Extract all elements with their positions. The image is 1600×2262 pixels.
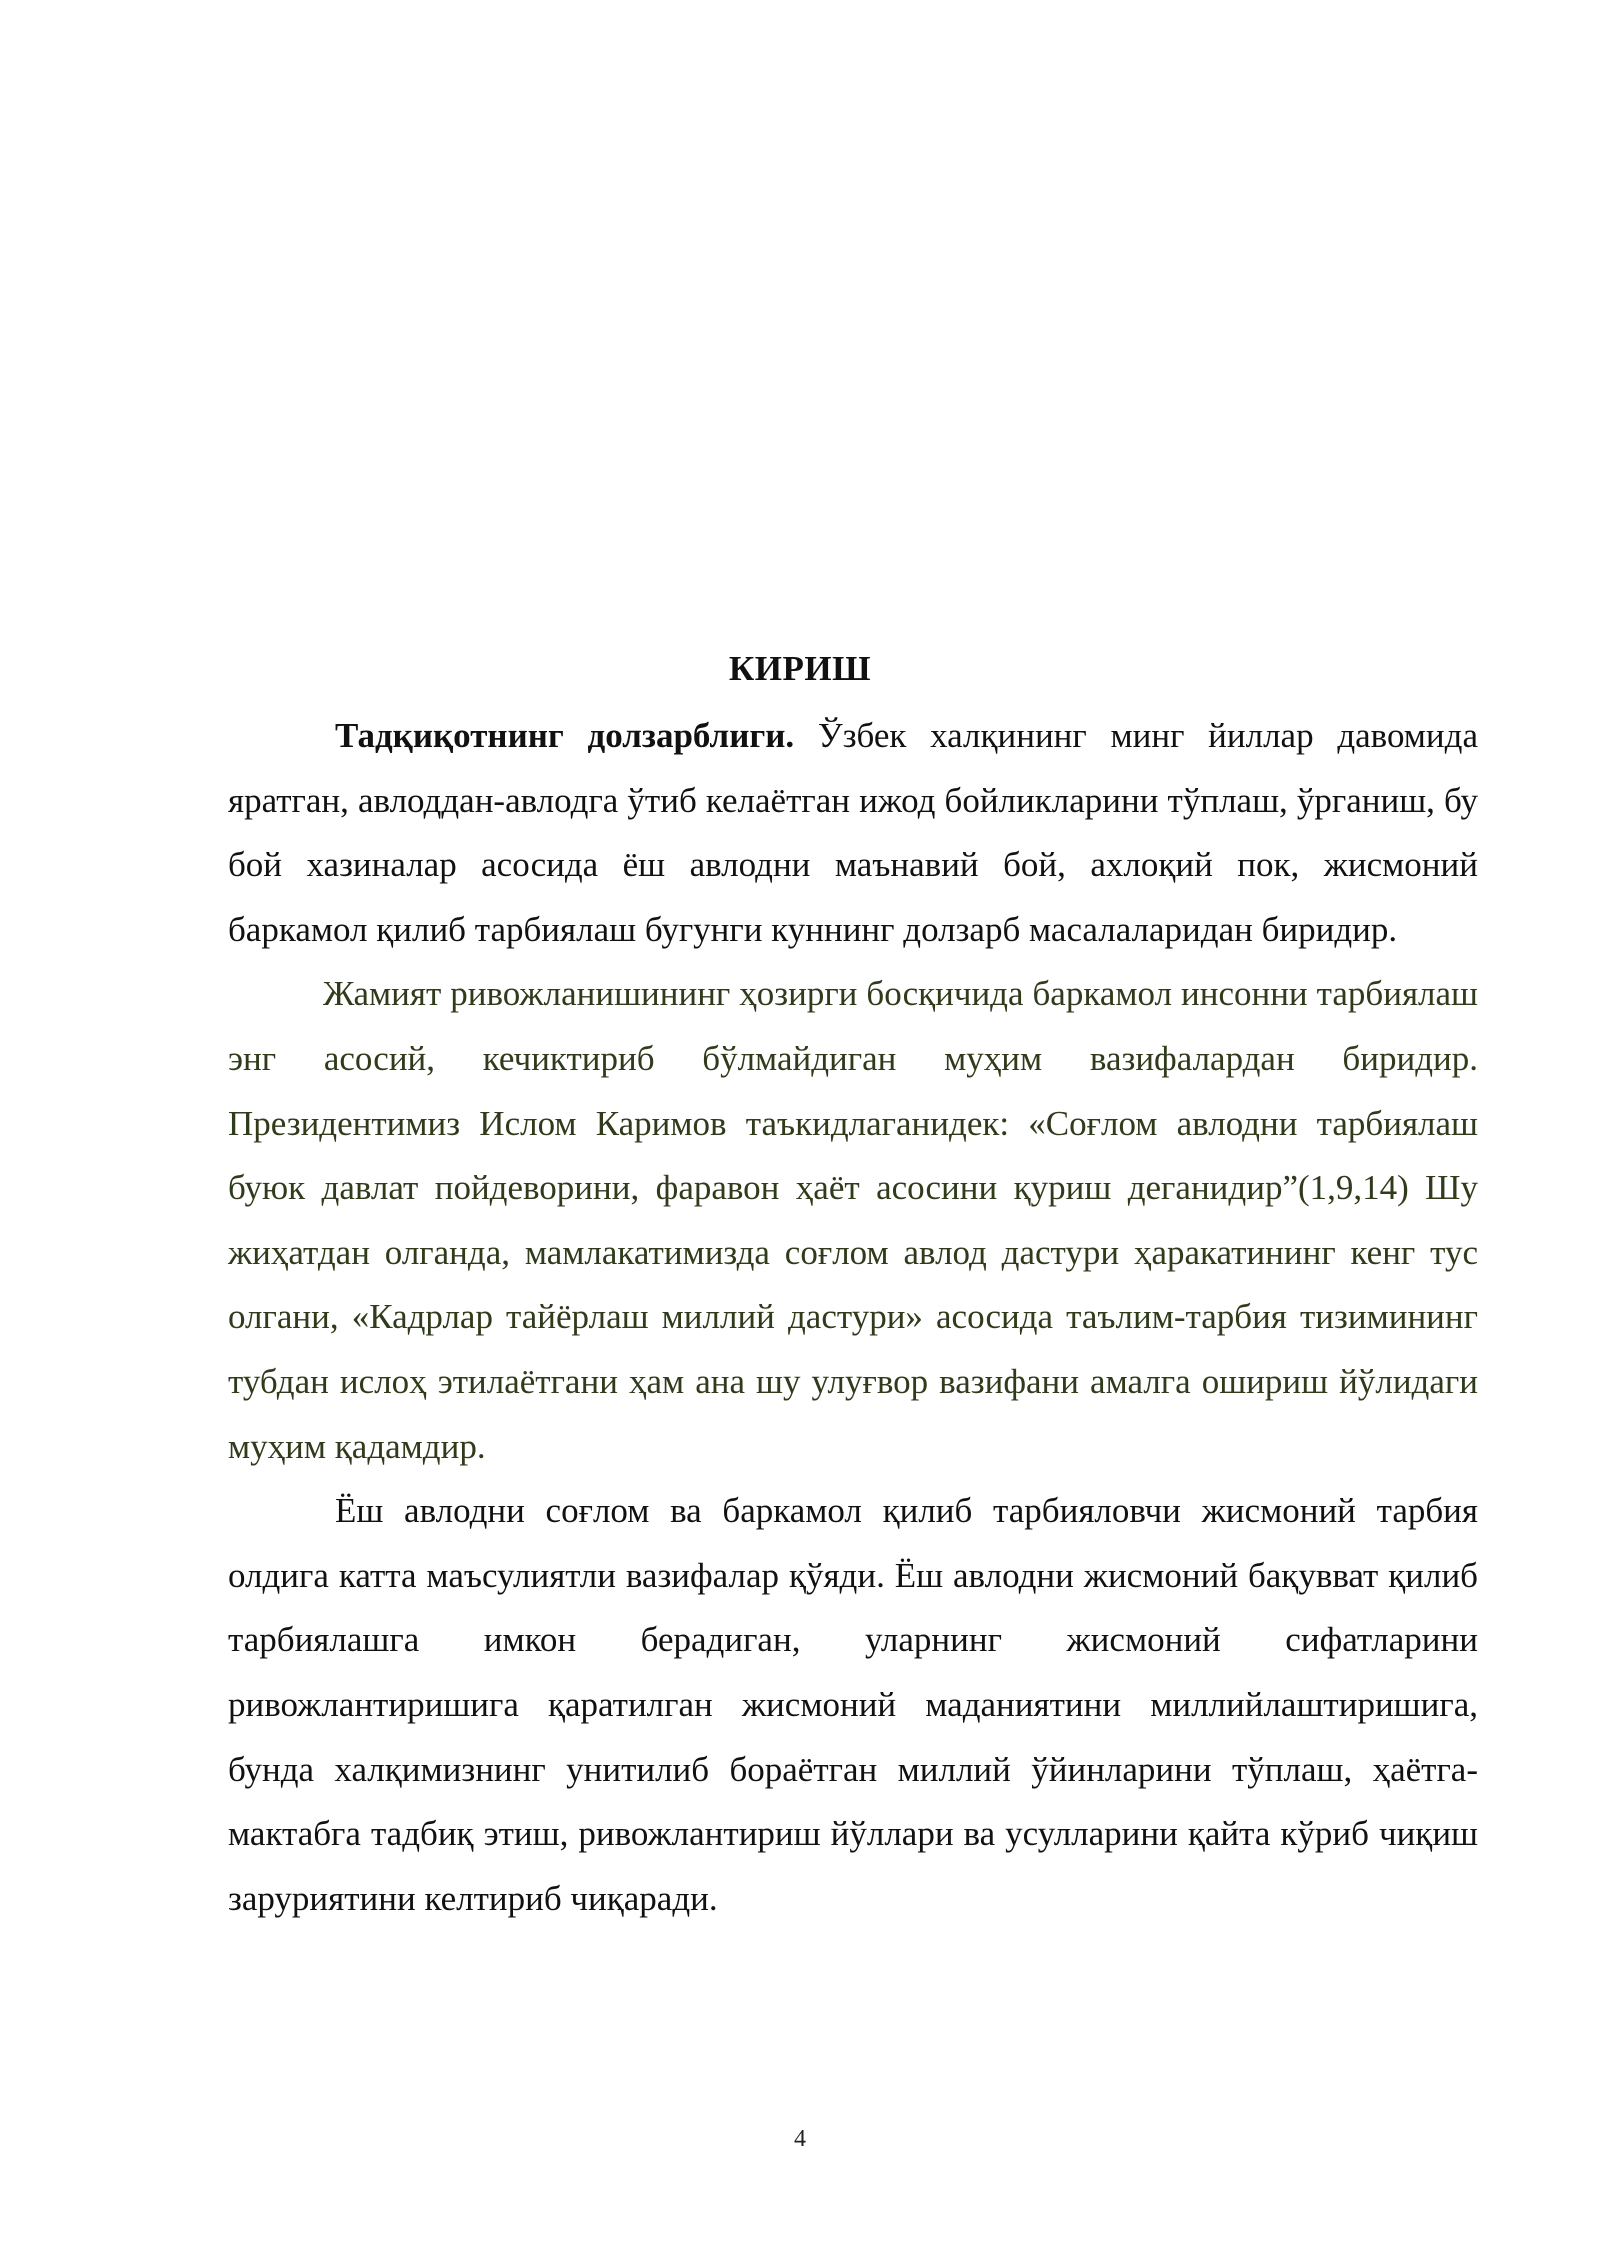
paragraph-relevance	[228, 704, 1478, 962]
body-text	[228, 704, 1478, 1931]
section-heading: КИРИШ	[728, 649, 872, 688]
page-number: 4	[794, 2126, 806, 2152]
paragraph-physical-education: Ёш авлодни соғлом ва баркамол қилиб тарбияловчи жисмоний тарбия олдига катта маъсулиятли вазифалар қўяди. Ёш авлодни жисмоний бақувват қилиб тарбиялашга имкон берадиган, уларнинг жисмоний сифатларини ривожлантиришига қаратилган жисмоний маданиятини миллийлаштиришига, бунда халқимизнинг унитилиб бораётган миллий ўйинларини тўплаш, ҳаётга-мактабга тадбиқ этиш, ривожлантириш йўллари ва усулларини қайта кўриб чиқиш заруриятини келтириб чиқаради.	[228, 1491, 1478, 1918]
paragraph-lead: Тадқиқотнинг долзарблиги.	[335, 716, 795, 755]
paragraph-text: Ўзбек халқининг минг йиллар давомида яратган, авлоддан-авлодга ўтиб келаётган ижод бойликларини тўплаш, ўрганиш, бу бой хазиналар асосида ёш авлодни маънавий бой, ахлоқий пок, жисмоний баркамол қилиб тарбиялаш бугунги куннинг долзарб масалаларидан биридир.	[228, 716, 1479, 949]
paragraph-society: Жамият ривожланишининг ҳозирги босқичида баркамол инсонни тарбиялаш энг асосий, кечиктириб бўлмайдиган муҳим вазифалардан биридир. Президентимиз Ислом Каримов таъкидлаганидек: «Соғлом авлодни тарбиялаш буюк давлат пойдеворини, фаравон ҳаёт асосини қуриш деганидир”(1,9,14) Шу жиҳатдан олганда, мамлакатимизда соғлом авлод дастури ҳаракатининг кенг тус олгани, «Кадрлар тайёрлаш миллий дастури» асосида таълим-тарбия тизимининг тубдан ислоҳ этилаётгани ҳам ана шу улуғвор вазифани амалга ошириш йўлидаги муҳим қадамдир.	[228, 974, 1478, 1466]
